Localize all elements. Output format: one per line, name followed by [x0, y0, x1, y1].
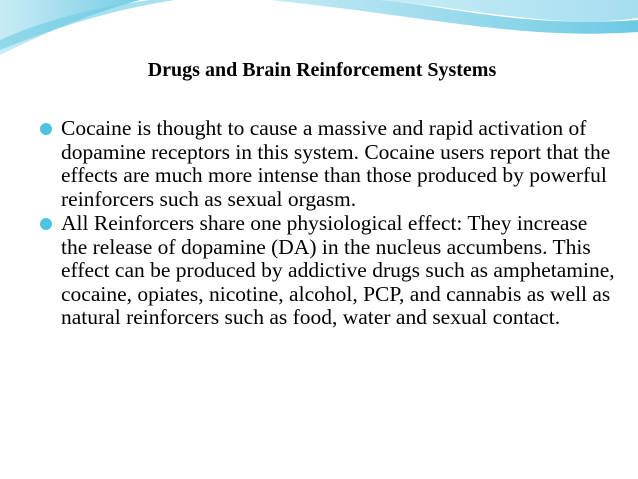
bullet-text: All Reinforcers share one physiological effect: They increase the release of dopamine (DA) in the nucleus accumbens. This effect can be produced by addictive drugs such as amphetamine, cocaine, opiates, nicotine, alcohol, PCP, and cannabis as well as natural reinforcers such as food, water and sexual contact.	[61, 211, 615, 329]
bullet-item	[40, 212, 615, 330]
bullet-dot-icon	[40, 123, 52, 135]
bullet-text: Cocaine is thought to cause a massive and rapid activation of dopamine receptors in this system. Cocaine users report that the effects are much more intense than those produced by powerful reinforcers such as sexual orgasm.	[61, 116, 611, 211]
bullet-list	[40, 117, 615, 331]
bullet-item	[40, 117, 615, 211]
bullet-dot-icon	[40, 218, 52, 230]
slide-title: Drugs and Brain Reinforcement Systems	[147, 59, 497, 81]
